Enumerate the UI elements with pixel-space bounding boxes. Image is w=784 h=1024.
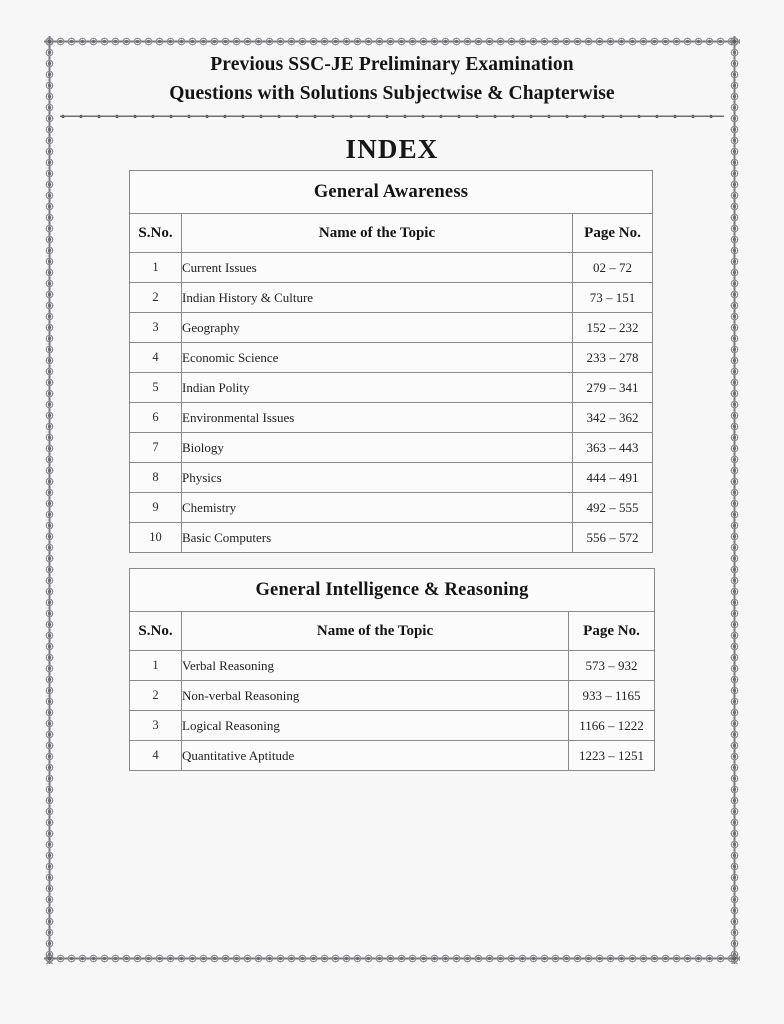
cell-page: 933 – 1165 bbox=[569, 681, 655, 711]
cell-sno: 3 bbox=[130, 711, 182, 741]
border-corner-bottom-left-icon bbox=[44, 953, 55, 964]
cell-page: 492 – 555 bbox=[573, 493, 653, 523]
cell-sno: 1 bbox=[130, 651, 182, 681]
cell-topic: Current Issues bbox=[182, 253, 573, 283]
column-header-topic: Name of the Topic bbox=[182, 214, 573, 253]
table-row bbox=[130, 463, 653, 493]
cell-topic: Logical Reasoning bbox=[182, 711, 569, 741]
section-heading: General Awareness bbox=[130, 171, 653, 214]
document-header bbox=[60, 50, 724, 165]
cell-sno: 2 bbox=[130, 283, 182, 313]
cell-topic: Physics bbox=[182, 463, 573, 493]
cell-topic: Economic Science bbox=[182, 343, 573, 373]
table-row bbox=[130, 681, 655, 711]
cell-sno: 1 bbox=[130, 253, 182, 283]
table-header-row bbox=[130, 214, 653, 253]
book-title-line-2: Questions with Solutions Subjectwise & Chapterwise bbox=[169, 83, 615, 104]
book-title-line-1: Previous SSC-JE Preliminary Examination bbox=[210, 54, 574, 75]
index-table-general-awareness bbox=[129, 170, 653, 553]
table-row bbox=[130, 313, 653, 343]
cell-sno: 9 bbox=[130, 493, 182, 523]
table-header-row bbox=[130, 612, 655, 651]
cell-sno: 5 bbox=[130, 373, 182, 403]
table-row bbox=[130, 741, 655, 771]
cell-sno: 2 bbox=[130, 681, 182, 711]
cell-sno: 4 bbox=[130, 741, 182, 771]
table-row bbox=[130, 343, 653, 373]
cell-topic: Indian History & Culture bbox=[182, 283, 573, 313]
table-caption-row bbox=[130, 569, 655, 612]
cell-page: 573 – 932 bbox=[569, 651, 655, 681]
border-right-ornament bbox=[729, 36, 740, 964]
border-left-ornament bbox=[44, 36, 55, 964]
index-table-general-intelligence-reasoning bbox=[129, 568, 655, 771]
table-row bbox=[130, 651, 655, 681]
cell-page: 233 – 278 bbox=[573, 343, 653, 373]
cell-topic: Biology bbox=[182, 433, 573, 463]
cell-topic: Geography bbox=[182, 313, 573, 343]
cell-topic: Environmental Issues bbox=[182, 403, 573, 433]
cell-topic: Indian Polity bbox=[182, 373, 573, 403]
cell-topic: Verbal Reasoning bbox=[182, 651, 569, 681]
border-corner-top-right-icon bbox=[729, 36, 740, 47]
cell-sno: 10 bbox=[130, 523, 182, 553]
table-row bbox=[130, 433, 653, 463]
page-title: INDEX bbox=[345, 134, 439, 164]
cell-page: 556 – 572 bbox=[573, 523, 653, 553]
table-row bbox=[130, 523, 653, 553]
section-heading: General Intelligence & Reasoning bbox=[130, 569, 655, 612]
table-row bbox=[130, 403, 653, 433]
cell-page: 342 – 362 bbox=[573, 403, 653, 433]
column-header-page: Page No. bbox=[573, 214, 653, 253]
table-row bbox=[130, 493, 653, 523]
column-header-page: Page No. bbox=[569, 612, 655, 651]
column-header-sno: S.No. bbox=[130, 612, 182, 651]
cell-topic: Chemistry bbox=[182, 493, 573, 523]
border-corner-top-left-icon bbox=[44, 36, 55, 47]
table-row bbox=[130, 711, 655, 741]
cell-page: 73 – 151 bbox=[573, 283, 653, 313]
table-caption-row bbox=[130, 171, 653, 214]
cell-page: 279 – 341 bbox=[573, 373, 653, 403]
header-divider-ornament bbox=[60, 113, 724, 120]
cell-sno: 7 bbox=[130, 433, 182, 463]
cell-page: 1166 – 1222 bbox=[569, 711, 655, 741]
border-bottom-ornament bbox=[44, 953, 740, 964]
cell-page: 1223 – 1251 bbox=[569, 741, 655, 771]
cell-topic: Quantitative Aptitude bbox=[182, 741, 569, 771]
table-row bbox=[130, 283, 653, 313]
cell-sno: 8 bbox=[130, 463, 182, 493]
cell-topic: Basic Computers bbox=[182, 523, 573, 553]
border-corner-bottom-right-icon bbox=[729, 953, 740, 964]
cell-topic: Non-verbal Reasoning bbox=[182, 681, 569, 711]
cell-sno: 4 bbox=[130, 343, 182, 373]
column-header-sno: S.No. bbox=[130, 214, 182, 253]
border-top-ornament bbox=[44, 36, 740, 47]
cell-sno: 3 bbox=[130, 313, 182, 343]
table-row bbox=[130, 373, 653, 403]
cell-page: 152 – 232 bbox=[573, 313, 653, 343]
column-header-topic: Name of the Topic bbox=[182, 612, 569, 651]
cell-sno: 6 bbox=[130, 403, 182, 433]
cell-page: 02 – 72 bbox=[573, 253, 653, 283]
cell-page: 363 – 443 bbox=[573, 433, 653, 463]
cell-page: 444 – 491 bbox=[573, 463, 653, 493]
table-row bbox=[130, 253, 653, 283]
